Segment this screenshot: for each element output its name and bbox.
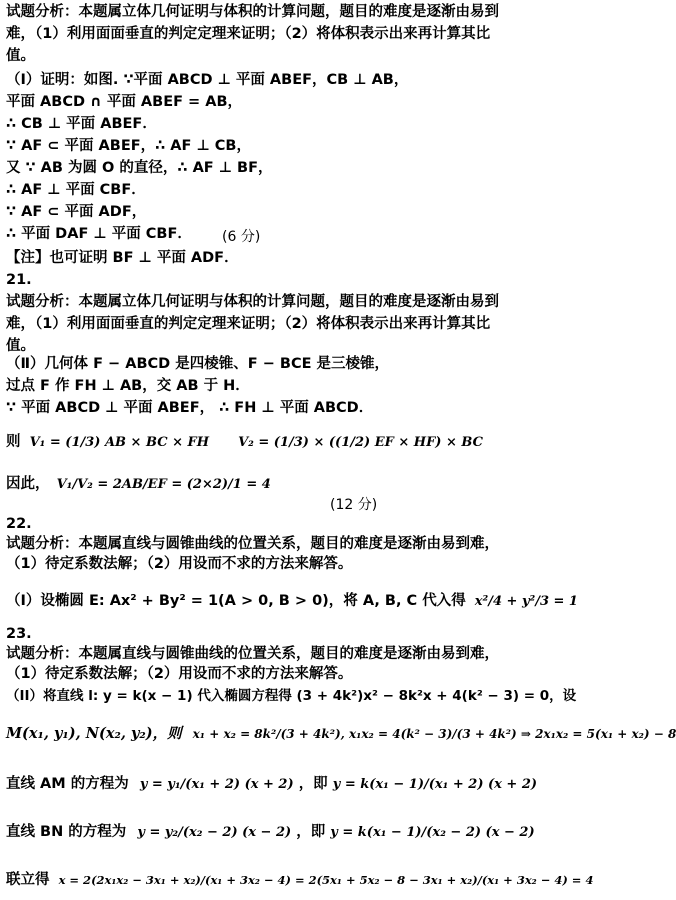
line-am-ie: ，即	[298, 776, 328, 792]
volume-line	[6, 424, 552, 460]
score-12: (12 分)	[330, 497, 378, 513]
part2-line-3: ∵ 平面 ABCD ⊥ 平面 ABEF， ∴ FH ⊥ 平面 ABCD．	[6, 400, 374, 416]
line-bn-label: 直线 BN 的方程为	[6, 824, 127, 840]
score-6: (6 分)	[222, 229, 261, 245]
question-number-22: 22.	[6, 516, 32, 532]
proof-line-7: ∵ AF ⊂ 平面 ADF，	[6, 204, 147, 220]
points-mn: M(x₁, y₁), N(x₂, y₂)，则	[6, 725, 182, 742]
analysis-line-3: 值。	[6, 48, 35, 64]
line-am	[6, 764, 552, 804]
analysis-21-line-1: 试题分析：本题属立体几何证明与体积的计算问题，题目的难度是逐渐由易到	[6, 294, 499, 310]
part2-line-2: 过点 F 作 FH ⊥ AB，交 AB 于 H．	[6, 378, 250, 394]
proof-line-3: ∴ CB ⊥ 平面 ABEF．	[6, 116, 157, 132]
solve-label: 联立得	[6, 872, 50, 888]
proof-line-8: ∴ 平面 DAF ⊥ 平面 CBF．	[6, 226, 192, 242]
line-bn-ie: ，即	[296, 824, 326, 840]
question-number-21: 21.	[6, 272, 32, 288]
vieta-formula: x₁ + x₂ = 8k²/(3 + 4k²), x₁x₂ = 4(k² − 3)/(3 + 4k²) ⇒ 2x₁x₂ = 5(x₁ + x₂) − 8	[192, 727, 676, 741]
proof-line-2: 平面 ABCD ∩ 平面 ABEF = AB，	[6, 94, 243, 110]
analysis-line-2: 难，（1）利用面面垂直的判定定理来证明；（2）将体积表示出来再计算其比	[6, 26, 491, 42]
part2-line-1: （Ⅱ）几何体 F − ABCD 是四棱锥、F − BCE 是三棱锥，	[6, 356, 390, 372]
proof-line-1: （Ⅰ）证明：如图. ∵平面 ABCD ⊥ 平面 ABEF，CB ⊥ AB，	[6, 72, 409, 88]
note-line: 【注】也可证明 BF ⊥ 平面 ADF．	[6, 250, 239, 266]
ellipse-equation: x²/4 + y²/3 = 1	[474, 594, 578, 609]
ellipse-line	[6, 586, 578, 616]
line-bn-eq-1: y = y₂/(x₂ − 2) (x − 2)	[137, 825, 292, 840]
x-solution: x = 2(2x₁x₂ − 3x₁ + x₂)/(x₁ + 3x₂ − 4) = 2(5x₁ + 5x₂ − 8 − 3x₁ + x₂)/(x₁ + 3x₂ − 4) = 4	[58, 873, 594, 887]
line-bn	[6, 812, 552, 852]
analysis-22-line-1: 试题分析：本题属直线与圆锥曲线的位置关系，题目的难度是逐渐由易到难，	[6, 536, 499, 552]
line-am-eq-1: y = y₁/(x₁ + 2) (x + 2)	[139, 777, 294, 792]
vieta-line	[6, 714, 676, 754]
analysis-21-line-3: 值。	[6, 338, 35, 354]
ellipse-setup: （I）设椭圆 E: Ax² + By² = 1(A > 0, B > 0)，将 A, B, C 代入得	[6, 593, 466, 609]
ratio-formula: V₁/V₂ = 2AB/EF = (2×2)/1 = 4	[56, 477, 271, 492]
analysis-21-line-2: 难，（1）利用面面垂直的判定定理来证明；（2）将体积表示出来再计算其比	[6, 316, 491, 332]
proof-line-6: ∴ AF ⊥ 平面 CBF．	[6, 182, 146, 198]
proof-line-4: ∵ AF ⊂ 平面 ABEF，∴ AF ⊥ CB，	[6, 138, 251, 154]
line-am-label: 直线 AM 的方程为	[6, 776, 129, 792]
question-number-23: 23.	[6, 626, 32, 642]
analysis-line-1: 试题分析：本题属立体几何证明与体积的计算问题，题目的难度是逐渐由易到	[6, 4, 499, 20]
analysis-23-line-2: （1）待定系数法解；（2）用设而不求的方法来解答。	[6, 666, 353, 682]
therefore-label: 因此，	[6, 476, 50, 492]
analysis-22-line-2: （1）待定系数法解；（2）用设而不求的方法来解答。	[6, 556, 353, 572]
then-label: 则	[6, 434, 21, 450]
line-am-eq-2: y = k(x₁ − 1)/(x₁ + 2) (x + 2)	[332, 777, 538, 792]
proof-line-5: 又 ∵ AB 为圆 O 的直径，∴ AF ⊥ BF，	[6, 160, 273, 176]
line-bn-eq-2: y = k(x₁ − 1)/(x₂ − 2) (x − 2)	[330, 825, 535, 840]
analysis-23-line-1: 试题分析：本题属直线与圆锥曲线的位置关系，题目的难度是逐渐由易到难，	[6, 646, 499, 662]
volume-v1-formula: V₁ = (1/3) AB × BC × FH	[29, 435, 210, 450]
ratio-line	[6, 466, 552, 502]
solve-line	[6, 860, 594, 900]
substitution-line: （II）将直线 l: y = k(x − 1) 代入椭圆方程得 (3 + 4k²)x² − 8k²x + 4(k² − 3) = 0，设	[6, 688, 577, 704]
volume-v2-formula: V₂ = (1/3) × ((1/2) EF × HF) × BC	[238, 435, 483, 450]
